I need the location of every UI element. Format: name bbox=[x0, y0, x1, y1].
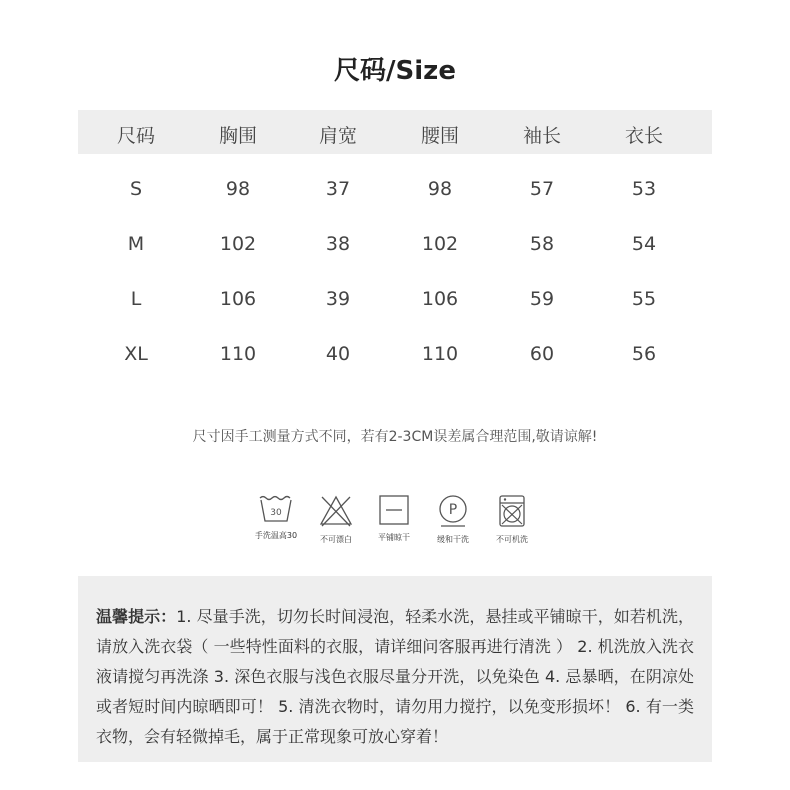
cell-chest: 102 bbox=[219, 233, 257, 255]
cell-size: L bbox=[130, 288, 142, 310]
care-label: 缓和干洗 bbox=[437, 535, 469, 544]
cell-shoulder: 38 bbox=[325, 233, 351, 255]
no-machine-wash-icon bbox=[496, 494, 528, 528]
header-length: 衣长 bbox=[624, 125, 663, 147]
gentle-dryclean-icon bbox=[436, 494, 470, 528]
cell-shoulder: 37 bbox=[325, 178, 351, 200]
cell-waist: 98 bbox=[427, 178, 453, 200]
header-sleeve: 袖长 bbox=[522, 125, 561, 147]
tips-text: 1. 尽量手洗，切勿长时间浸泡，轻柔水洗，悬挂或平铺晾干，如若机洗，请放入洗衣袋（ 一些特性面料的衣服，请详细问客服再进行清洗 ） 2. 机洗放入洗衣液请搅匀再洗涤 3. 深色衣服与浅色衣服尽量分开洗，以免染色 4. 忌暴晒，在阴凉处或者短时间内晾晒即可！ 5. 清洗衣物时，请勿用力搅拧，以免变形损坏！ 6. 有一类衣物，会有轻微掉毛，属于正常现象可放心穿着！ bbox=[96, 607, 694, 746]
cell-sleeve: 58 bbox=[529, 233, 555, 255]
care-item bbox=[467, 494, 557, 545]
cell-waist: 106 bbox=[421, 288, 459, 310]
cell-chest: 98 bbox=[225, 178, 251, 200]
flat-dry-icon bbox=[378, 494, 410, 526]
cell-waist: 102 bbox=[421, 233, 459, 255]
cell-length: 54 bbox=[631, 233, 657, 255]
care-label: 手洗温高30 bbox=[254, 531, 298, 540]
care-label: 不可漂白 bbox=[320, 535, 352, 544]
wash-30-icon bbox=[258, 494, 294, 524]
cell-chest: 110 bbox=[219, 343, 257, 365]
care-label: 不可机洗 bbox=[496, 535, 528, 544]
header-waist: 腰围 bbox=[420, 125, 459, 147]
measurement-note: 尺寸因手工测量方式不同，若有2-3CM误差属合理范围,敬请谅解! bbox=[192, 429, 598, 445]
cell-length: 55 bbox=[631, 288, 657, 310]
size-table-header bbox=[78, 110, 712, 154]
cell-size: M bbox=[127, 233, 145, 255]
cell-chest: 106 bbox=[219, 288, 257, 310]
cell-size: S bbox=[129, 178, 143, 200]
cell-waist: 110 bbox=[421, 343, 459, 365]
header-shoulder: 肩宽 bbox=[318, 125, 357, 147]
table-row bbox=[78, 233, 712, 263]
cell-sleeve: 60 bbox=[529, 343, 555, 365]
wash-temp-text: 30 bbox=[270, 508, 282, 518]
page-title: 尺码/Size bbox=[334, 56, 456, 86]
tips-label: 温馨提示： bbox=[96, 607, 177, 626]
dryclean-letter: P bbox=[448, 502, 458, 518]
care-label: 平铺晾干 bbox=[378, 533, 410, 542]
cell-shoulder: 40 bbox=[325, 343, 351, 365]
cell-length: 53 bbox=[631, 178, 657, 200]
cell-sleeve: 57 bbox=[529, 178, 555, 200]
tips-box bbox=[78, 576, 712, 762]
cell-sleeve: 59 bbox=[529, 288, 555, 310]
table-row bbox=[78, 343, 712, 373]
cell-length: 56 bbox=[631, 343, 657, 365]
table-row bbox=[78, 288, 712, 318]
header-chest: 胸围 bbox=[218, 125, 257, 147]
cell-shoulder: 39 bbox=[325, 288, 351, 310]
table-row bbox=[78, 178, 712, 208]
header-size: 尺码 bbox=[116, 125, 155, 147]
cell-size: XL bbox=[124, 343, 148, 365]
